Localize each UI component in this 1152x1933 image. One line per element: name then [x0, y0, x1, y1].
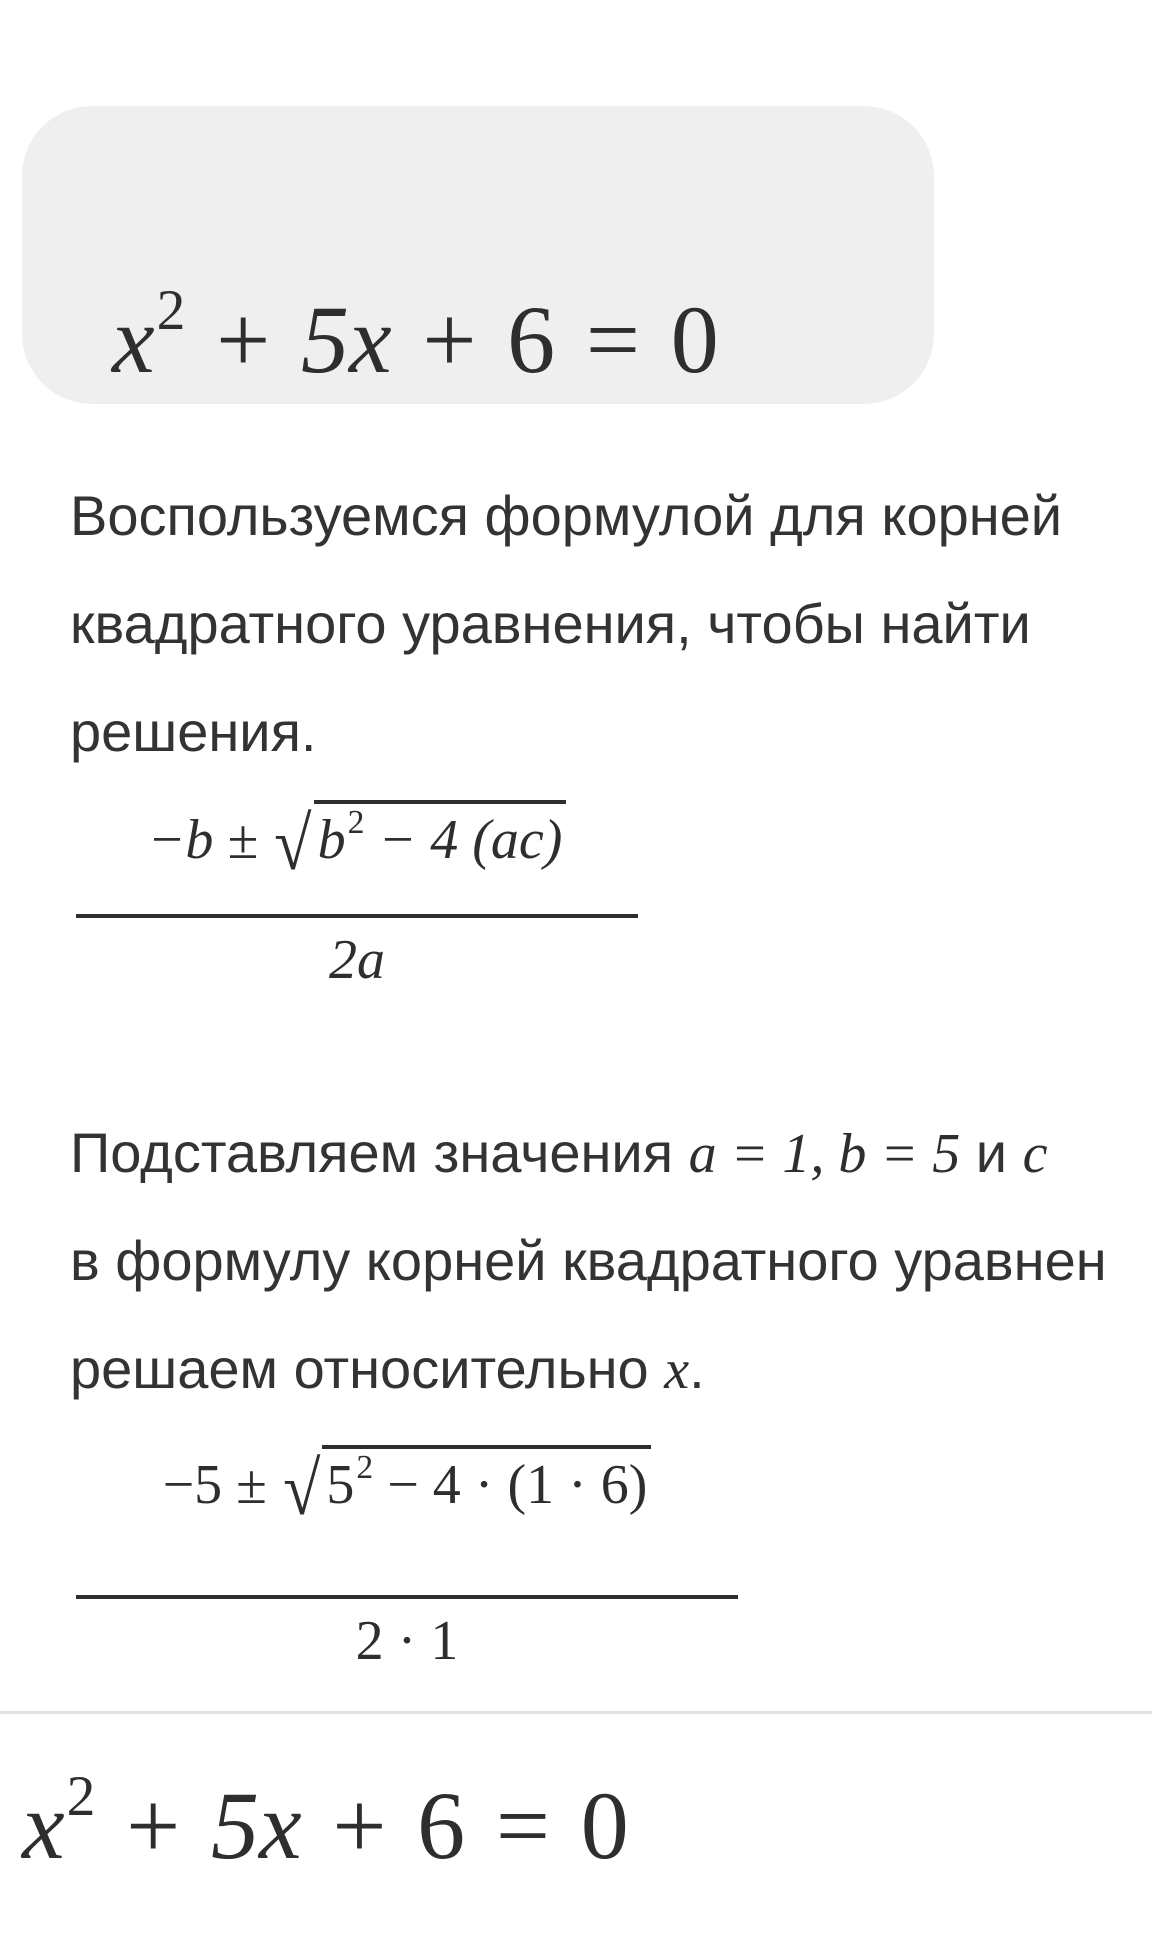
eq-base: x: [112, 286, 155, 393]
sqrt-icon: √: [274, 803, 312, 887]
subst-denominator: 2 · 1: [355, 1610, 459, 1672]
subst-sqrt: [281, 1445, 651, 1532]
eq-plus-1: +: [216, 286, 271, 393]
formula-radicand-exp: 2: [347, 803, 365, 841]
bottom-eq-base: x: [22, 1772, 65, 1879]
formula-denominator: 2a: [329, 929, 385, 991]
bottom-eq-exp: 2: [66, 1764, 96, 1828]
eq-plus-2: +: [422, 286, 477, 393]
step2-line1-math: a = 1, b = 5: [688, 1123, 961, 1185]
bottom-equation[interactable]: [22, 1764, 629, 1888]
step2-line1-cut: c: [1022, 1123, 1048, 1185]
step2-line1-text: Подставляем значения: [70, 1121, 674, 1184]
subst-radicand-base: 5: [326, 1454, 355, 1516]
step1-line-3: решения.: [70, 700, 317, 763]
section-divider: [0, 1711, 1152, 1714]
formula-radicand-b: b: [317, 809, 346, 871]
step1-line-1: Воспользуемся формулой для корней: [70, 484, 1063, 547]
step2-line1-and: и: [975, 1121, 1008, 1184]
subst-radicand-rest: − 4 · (1 · 6): [387, 1454, 648, 1516]
formula-numerator: [76, 800, 638, 887]
step2-line3-end: .: [689, 1337, 705, 1400]
bottom-eq-equals: =: [495, 1772, 551, 1879]
quadratic-formula: [76, 800, 638, 1000]
formula-numer-prefix: −b ±: [147, 809, 259, 871]
bottom-eq-rhs: 0: [580, 1772, 629, 1879]
step2-line-1: [70, 1099, 1047, 1208]
bottom-eq-term: 5x: [210, 1772, 302, 1879]
bottom-eq-plus-1: +: [126, 1772, 181, 1879]
bottom-eq-plus-2: +: [332, 1772, 387, 1879]
step1-line-2: квадратного уравнения, чтобы найти: [70, 592, 1031, 655]
subst-fraction-bar: [76, 1595, 738, 1599]
sqrt-icon: √: [282, 1448, 321, 1532]
bottom-eq-const: 6: [417, 1772, 466, 1879]
step2-line3-var: x: [664, 1339, 690, 1401]
eq-term: 5x: [300, 286, 392, 393]
subst-numer-prefix: −5 ±: [162, 1454, 267, 1516]
subst-numerator: [76, 1445, 738, 1532]
eq-equals: =: [585, 286, 641, 393]
eq-exp: 2: [156, 278, 186, 342]
eq-rhs: 0: [670, 286, 719, 393]
step2-line-3: [70, 1315, 705, 1424]
equation-chip[interactable]: [22, 106, 934, 404]
step2-line3-text: решаем относительно: [70, 1337, 649, 1400]
equation: [112, 278, 719, 402]
formula-radicand-rest: − 4 (ac): [378, 809, 563, 871]
eq-const: 6: [507, 286, 556, 393]
substituted-formula: [76, 1445, 738, 1675]
step2-line-2: в формулу корней квадратного уравнен: [70, 1229, 1107, 1292]
formula-fraction-bar: [76, 914, 638, 918]
formula-sqrt: [272, 800, 566, 887]
subst-radicand-exp: 2: [356, 1448, 374, 1486]
